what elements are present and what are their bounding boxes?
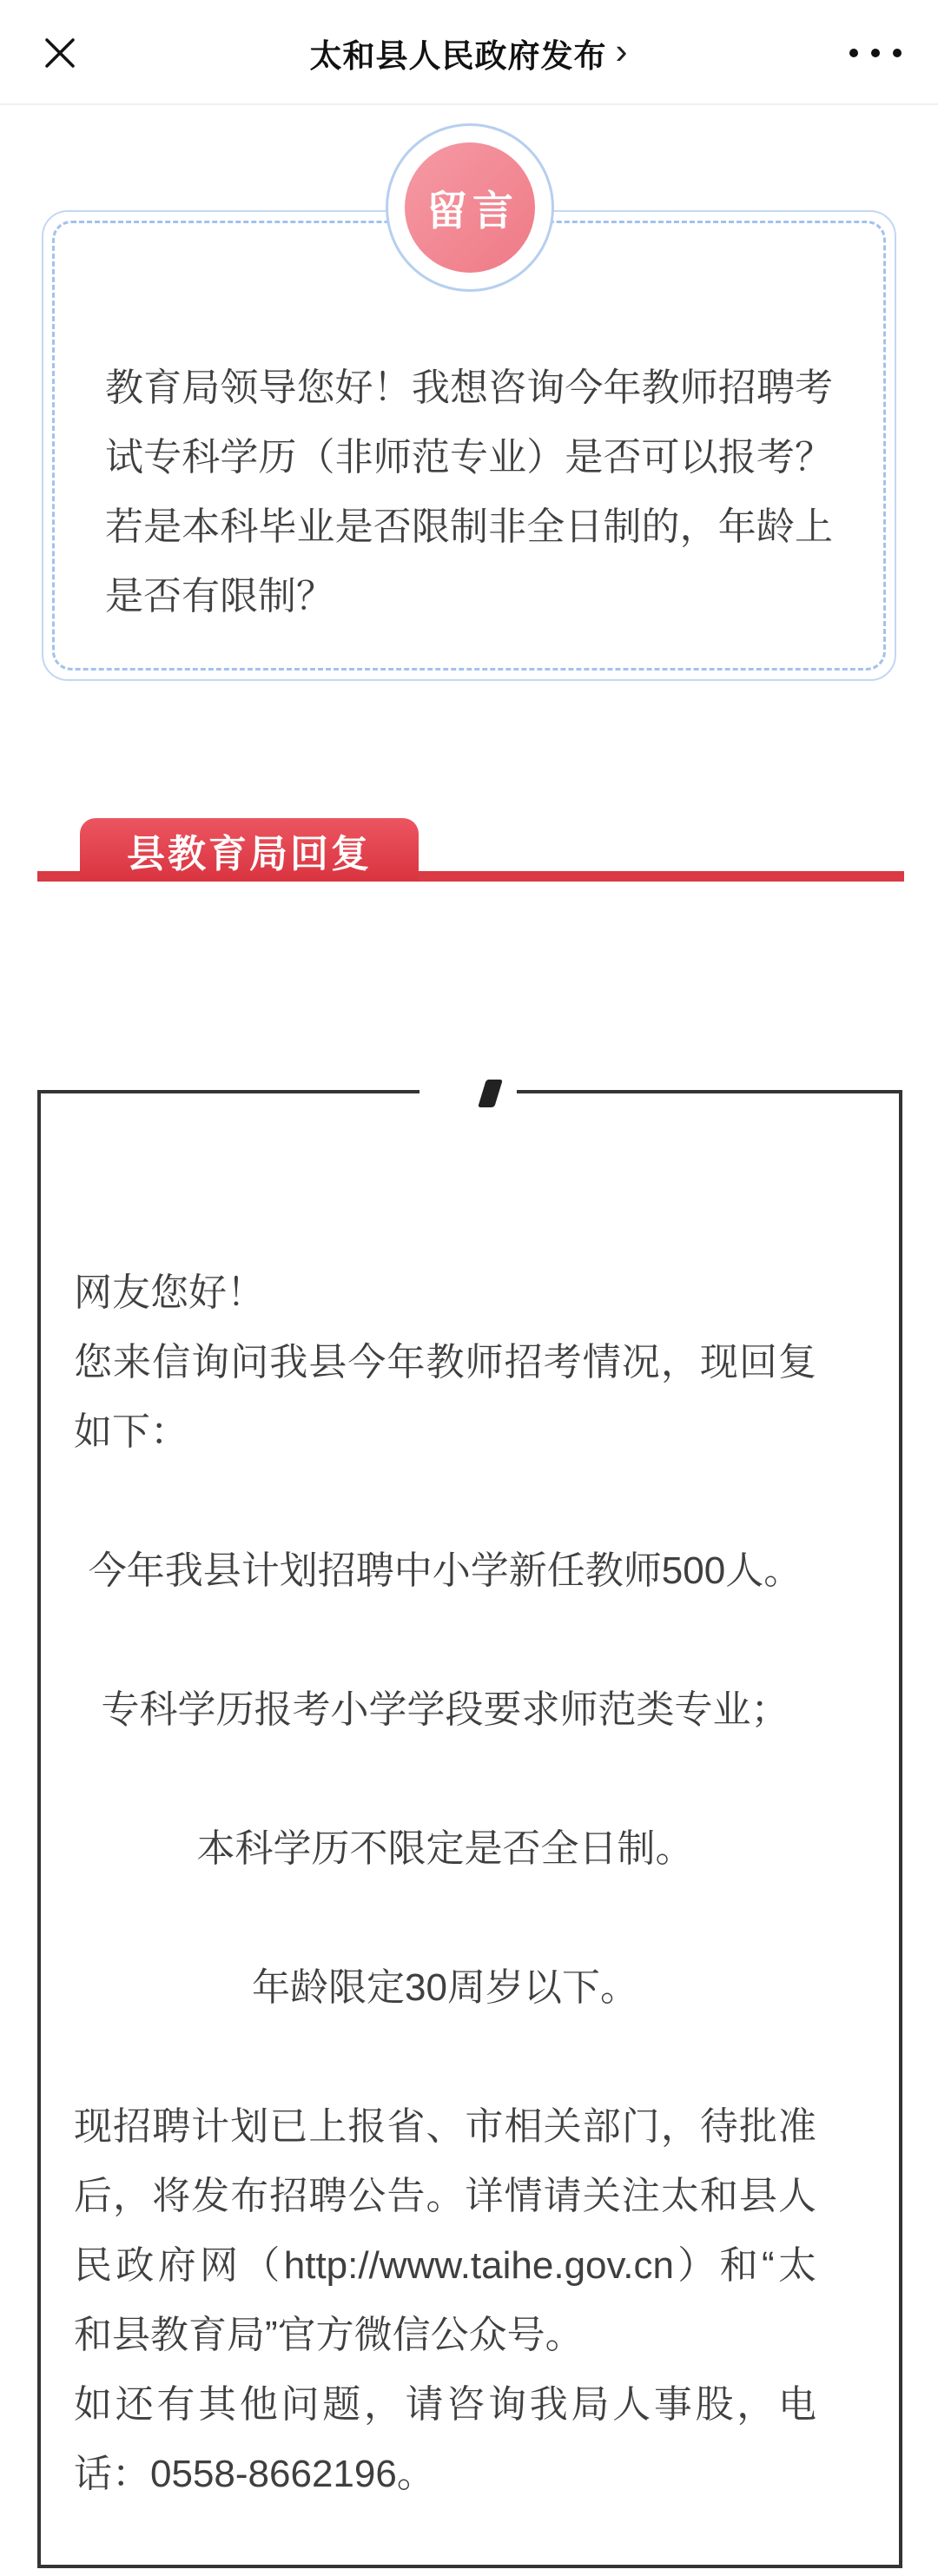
reply-section-ribbon (80, 818, 419, 882)
reply-box (37, 1090, 902, 2568)
ellipsis-more-icon (893, 49, 902, 57)
reply-paragraph: 您来信询问我县今年教师招考情况，现回复如下： (74, 1341, 816, 1453)
message-badge-label: 留言 (405, 142, 535, 273)
chevron-right-icon: › (615, 30, 629, 71)
account-title-label: 太和县人民政府发布 (309, 37, 607, 74)
ellipsis-more-icon (871, 49, 880, 57)
reply-paragraph: 网友您好！ (74, 1271, 265, 1314)
ellipsis-more-icon (849, 49, 858, 57)
reply-paragraph: 年龄限定30周岁以下。 (252, 1966, 638, 2009)
reply-paragraph: 专科学历报考小学学段要求师范类专业； (101, 1688, 789, 1731)
account-title[interactable] (0, 0, 938, 105)
reply-content (41, 1093, 899, 2509)
message-badge (386, 123, 554, 292)
reply-paragraph: 如还有其他问题，请咨询我局人事股，电话：0558-8662196。 (74, 2383, 816, 2495)
citizen-message-text: 教育局领导您好！我想咨询今年教师招聘考试专科学历（非师范专业）是否可以报考？若是本科毕业是否限制非全日制的，年龄上是否有限制？ (105, 367, 833, 618)
reply-section-ribbon-label: 县教育局回复 (127, 832, 372, 875)
reply-paragraph: 本科学历不限定是否全日制。 (196, 1827, 694, 1870)
reply-paragraph: 现招聘计划已上报省、市相关部门，待批准后，将发布招聘公告。详情请关注太和县人民政府网（http://www.taihe.gov.cn）和“太和县教育局”官方微信公众号。 (74, 2105, 816, 2356)
top-nav-bar (0, 0, 938, 105)
reply-paragraph: 今年我县计划招聘中小学新任教师500人。 (88, 1549, 803, 1592)
more-button[interactable] (849, 0, 902, 105)
